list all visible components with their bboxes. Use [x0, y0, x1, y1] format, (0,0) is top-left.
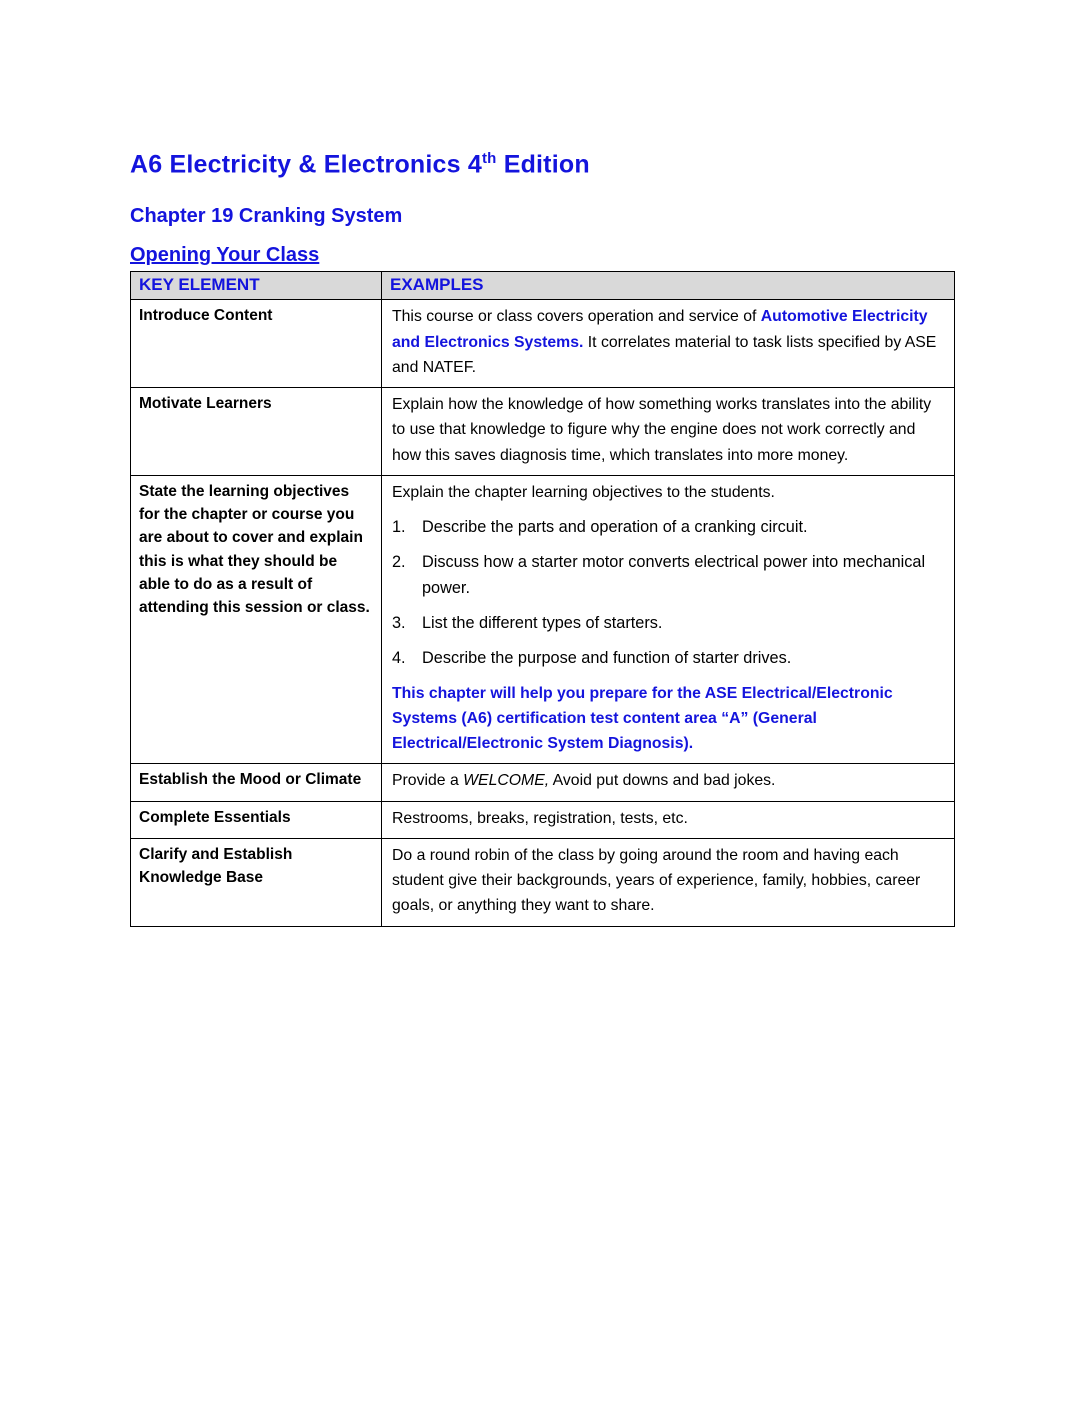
- list-number: 4.: [392, 649, 406, 668]
- key-element-cell: State the learning objectives for the chapter or course you are about to cover and explain this is what they should be able to do as a result of attending this session or class.: [131, 475, 382, 763]
- table-row: [131, 764, 955, 801]
- examples-cell: [382, 801, 955, 838]
- text-segment: Describe the parts and operation of a cranking circuit.: [422, 518, 808, 537]
- examples-cell: [382, 838, 955, 926]
- list-item-text: [422, 549, 940, 601]
- text-segment: Explain the chapter learning objectives to the students.: [392, 483, 775, 501]
- numbered-item: [392, 514, 940, 540]
- paragraph: [392, 392, 940, 468]
- key-element-cell: Complete Essentials: [131, 801, 382, 838]
- list-number: 2.: [392, 553, 406, 572]
- list-number: 1.: [392, 518, 406, 537]
- list-item-text: [422, 645, 940, 671]
- paragraph: [392, 806, 940, 831]
- key-element-cell: Motivate Learners: [131, 388, 382, 476]
- list-item-text: [422, 610, 940, 636]
- text-segment: Discuss how a starter motor converts electrical power into mechanical power.: [422, 553, 926, 598]
- document-title-superscript: th: [481, 150, 497, 167]
- examples-cell: [382, 300, 955, 388]
- text-segment: List the different types of starters.: [422, 614, 663, 633]
- examples-cell: [382, 388, 955, 476]
- paragraph: [392, 304, 940, 380]
- key-element-cell: Establish the Mood or Climate: [131, 764, 382, 801]
- table-body: [131, 300, 955, 926]
- chapter-heading: Chapter 19 Cranking System: [130, 205, 403, 228]
- key-element-table: [130, 271, 955, 926]
- col-header-examples: EXAMPLES: [382, 272, 955, 300]
- text-segment: This chapter will help you prepare for the ASE Electrical/Electronic Systems (A6) certification test content area “A” (General Electrical/Electronic System Diagnosis).: [392, 684, 893, 753]
- document-title-main: A6 Electricity & Electronics 4: [130, 150, 482, 179]
- examples-cell: [382, 764, 955, 801]
- text-segment: Avoid put downs and bad jokes.: [549, 772, 776, 790]
- table-header: [131, 272, 955, 300]
- paragraph: [392, 480, 940, 505]
- document-title: [130, 150, 955, 179]
- text-segment: This course or class covers operation and service of: [392, 308, 761, 326]
- paragraph: [392, 681, 940, 757]
- list-number: 3.: [392, 614, 406, 633]
- paragraph: [392, 843, 940, 919]
- key-element-cell: Introduce Content: [131, 300, 382, 388]
- text-segment: It correlates material to task lists specified by ASE and NATEF.: [392, 333, 937, 376]
- examples-cell: [382, 475, 955, 763]
- text-segment: WELCOME,: [463, 772, 550, 790]
- numbered-item: [392, 645, 940, 671]
- text-segment: Restrooms, breaks, registration, tests, etc.: [392, 809, 688, 827]
- key-element-cell: Clarify and Establish Knowledge Base: [131, 838, 382, 926]
- section-heading: Opening Your Class: [130, 244, 320, 267]
- numbered-item: [392, 610, 940, 636]
- text-segment: Provide a: [392, 772, 464, 790]
- paragraph: [392, 768, 940, 793]
- text-segment: Automotive Electricity and Electronics Systems.: [392, 308, 928, 351]
- table-row: [131, 300, 955, 388]
- numbered-item: [392, 549, 940, 601]
- col-header-key-element: KEY ELEMENT: [131, 272, 382, 300]
- table-row: [131, 838, 955, 926]
- table-row: [131, 388, 955, 476]
- text-segment: Explain how the knowledge of how something works translates into the ability to use that knowledge to figure why the engine does not work correctly and how this saves diagnosis time, which translates into more money.: [392, 396, 932, 464]
- document-title-tail: Edition: [496, 150, 590, 179]
- table-row: [131, 475, 955, 763]
- list-item-text: [422, 514, 940, 540]
- text-segment: Do a round robin of the class by going around the room and having each student give their backgrounds, years of experience, family, hobbies, career goals, or anything they want to share.: [392, 846, 921, 915]
- table-header-row: [131, 272, 955, 300]
- text-segment: Describe the purpose and function of starter drives.: [422, 649, 792, 668]
- table-row: [131, 801, 955, 838]
